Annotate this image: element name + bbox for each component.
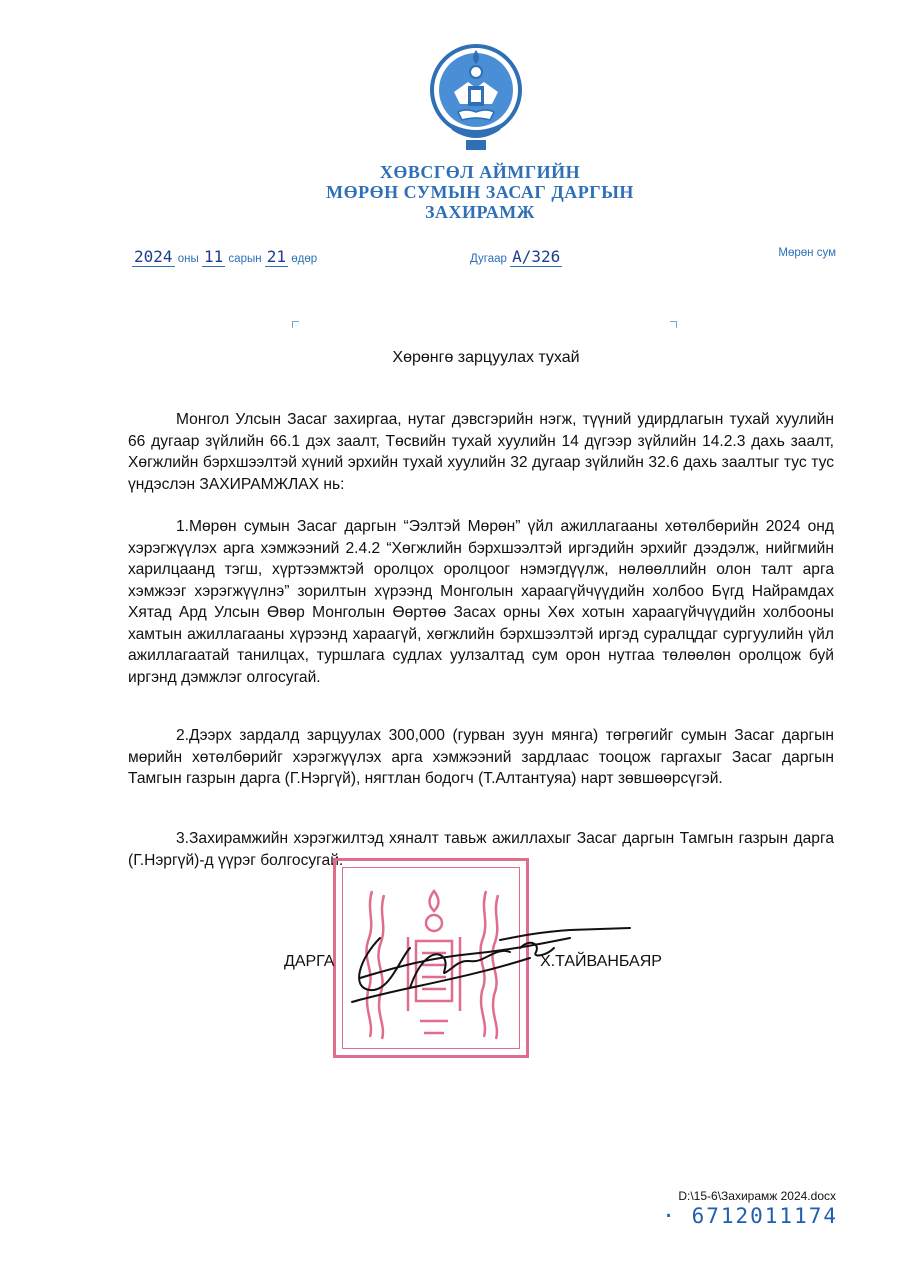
serial-number: · 6712011174 bbox=[662, 1204, 838, 1228]
header-office: МӨРӨН СУМЫН ЗАСАГ ДАРГЫН bbox=[326, 182, 634, 202]
paragraph-order-3: 3.Захирамжийн хэрэгжилтэд хяналт тавьж ажиллахыг Засаг даргын Тамгын газрын дарга (Г.Нэргүй)-д үүрэг болгосугай. bbox=[128, 830, 834, 869]
date-month: 11 bbox=[203, 247, 224, 266]
serial-value: 6712011174 bbox=[691, 1204, 838, 1228]
document-date bbox=[132, 247, 317, 267]
number-label: Дугаар bbox=[470, 253, 507, 265]
number-value: А/326 bbox=[512, 247, 561, 266]
signatory-title: ДАРГА bbox=[284, 953, 335, 970]
header-doc-type: ЗАХИРАМЖ bbox=[425, 202, 535, 222]
date-day-label: өдөр bbox=[291, 253, 318, 265]
date-year-label: оны bbox=[177, 253, 199, 265]
title-bracket-right bbox=[670, 321, 677, 328]
date-month-label: сарын bbox=[228, 253, 262, 265]
header-aimag: ХӨВСГӨЛ АЙМГИЙН bbox=[379, 162, 581, 182]
document-number bbox=[470, 247, 562, 267]
paragraph-order-1: 1.Мөрөн сумын Засаг даргын “Ээлтэй Мөрөн” үйл ажиллагааны хөтөлбөрийн 2024 онд хэрэгжүүлэх арга хэмжээний 2.4.2 “Хөгжлийн бэрхшээлтэй иргэдийн эрхийг дээдэлж, нийгмийн харилцаанд тэгш, хүртээмжтэй оролцох оролцоог нэмэгдүүлж, нөлөөллийн олон талт арга хэмжээг хэрэгжүүлнэ” зорилтын хүрээнд Монголын хараагүйчүүдийн холбоо Бүгд Найрамдах Хятад Ард Улсын Өвөр Монголын Өөртөө Засах орны Хөх хотын хараагүйчүүдийн холбооны хамтын ажиллагааны хүрээнд хараагүй, хөгжлийн бэрхшээлтэй иргэд суралцдаг сургуулийн үйл ажиллагаатай танилцах, туршлага судлах уулзалтад сум орон нутгаа төлөөлөн оролцож буй иргэнд дэмжлэг олгосугай. bbox=[128, 518, 834, 686]
paragraph-preamble: Монгол Улсын Засаг захиргаа, нутаг дэвсгэрийн нэгж, түүний удирдлагын тухай хуулийн 66 дугаар зүйлийн 66.1 дэх заалт, Төсвийн тухай хуулийн 14 дүгээр зүйлийн 14.2.3 дахь заалт, Хөгжлийн бэрхшээлтэй хүний эрхийн тухай хуулийн 32 дугаар зүйлийн 32.6 дахь заалтыг тус тус үндэслэн ЗАХИРАМЖЛАХ нь: bbox=[128, 411, 834, 493]
document-place: Мөрөн сум bbox=[778, 247, 836, 259]
handwritten-signature bbox=[340, 918, 640, 1013]
date-year: 2024 bbox=[134, 247, 173, 266]
title-bracket-left bbox=[292, 321, 299, 328]
state-emblem-icon bbox=[428, 42, 524, 154]
paragraph-order-2: 2.Дээрх зардалд зарцуулах 300,000 (гурван зуун мянга) төгрөгийг сумын Засаг даргын мөрийн хөтөлбөрийг хэрэгжүүлэх арга хэмжээний зардлаас тооцож гаргахыг Засаг даргын Тамгын газрын дарга (Г.Нэргүй), нягтлан бодогч (Т.Алтантуяа) нарт зөвшөөрсүгэй. bbox=[128, 727, 834, 787]
file-path: D:\15-6\Захирамж 2024.docx bbox=[678, 1189, 836, 1203]
date-day: 21 bbox=[266, 247, 287, 266]
document-title: Хөрөнгө зарцуулах тухай bbox=[392, 349, 580, 366]
signatory-name: Х.ТАЙВАНБАЯР bbox=[540, 953, 662, 970]
